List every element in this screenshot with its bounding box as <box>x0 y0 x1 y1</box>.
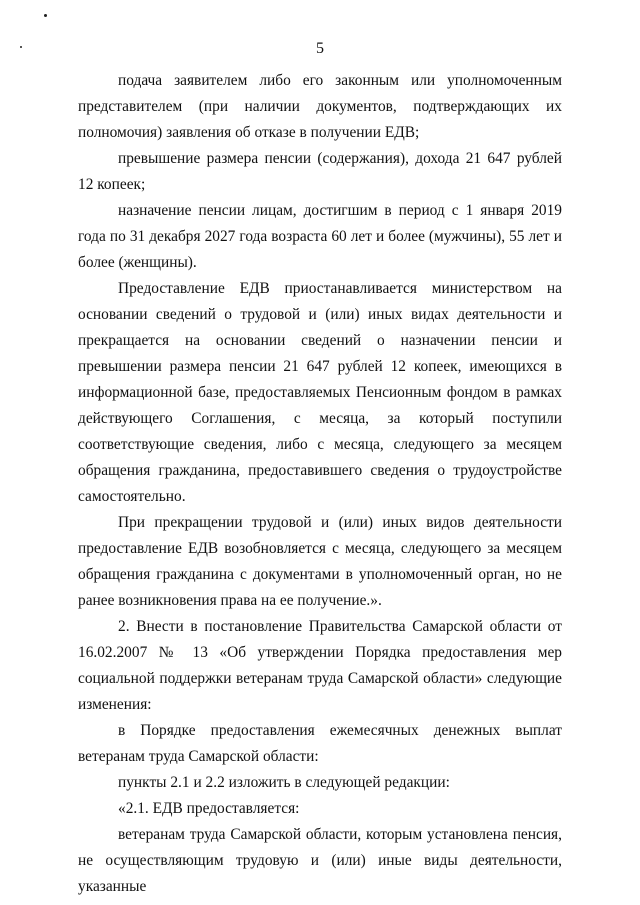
paragraph-suspension: Предоставление ЕДВ приостанавливается министерством на основании сведений о трудовой и (или) иных видах деятельности и прекращается на основании сведений о назначении пенсии и превышении размера пенсии 21 647 рублей 12 копеек, имеющихся в информационной базе, предоставляемых Пенсионным фондом в рамках действующего Соглашения, с месяца, за который поступили соответствующие сведения, либо с месяца, следующего за месяцем обращения гражданина, предоставившего сведения о трудоустройстве самостоятельно. <box>78 280 562 505</box>
paragraph-procedure: в Порядке предоставления ежемесячных денежных выплат ветеранам труда Самарской области: <box>78 722 562 765</box>
paragraph-resumption: При прекращении трудовой и (или) иных видов деятельности предоставление ЕДВ возобновляется с месяца, следующего за месяцем обращения гражданина с документами в уполномоченный орган, но не ранее возникновения права на ее получение.». <box>78 514 562 609</box>
document-body <box>78 68 562 900</box>
paragraph-pension-age: назначение пенсии лицам, достигшим в период с 1 января 2019 года по 31 декабря 2027 года возраста 60 лет и более (мужчины), 55 лет и более (женщины). <box>78 202 562 271</box>
paragraph-refusal-application: подача заявителем либо его законным или уполномоченным представителем (при наличии документов, подтверждающих их полномочия) заявления об отказе в получении ЕДВ; <box>78 72 562 141</box>
scan-speck <box>44 14 47 17</box>
paragraph-clauses: пункты 2.1 и 2.2 изложить в следующей редакции: <box>118 774 450 791</box>
paragraph-veterans: ветеранам труда Самарской области, которым установлена пенсия, не осуществляющим трудовую и (или) иные виды деятельности, указанные <box>78 826 562 895</box>
paragraph-amend-resolution: 2. Внести в постановление Правительства Самарской области от 16.02.2007 № 13 «Об утверждении Порядка предоставления мер социальной поддержки ветеранам труда Самарской области» следующие изменения: <box>78 618 562 713</box>
paragraph-pension-excess: превышение размера пенсии (содержания), дохода 21 647 рублей 12 копеек; <box>78 150 562 193</box>
paragraph-clause-2-1: «2.1. ЕДВ предоставляется: <box>118 800 300 817</box>
page-number: 5 <box>316 40 324 57</box>
